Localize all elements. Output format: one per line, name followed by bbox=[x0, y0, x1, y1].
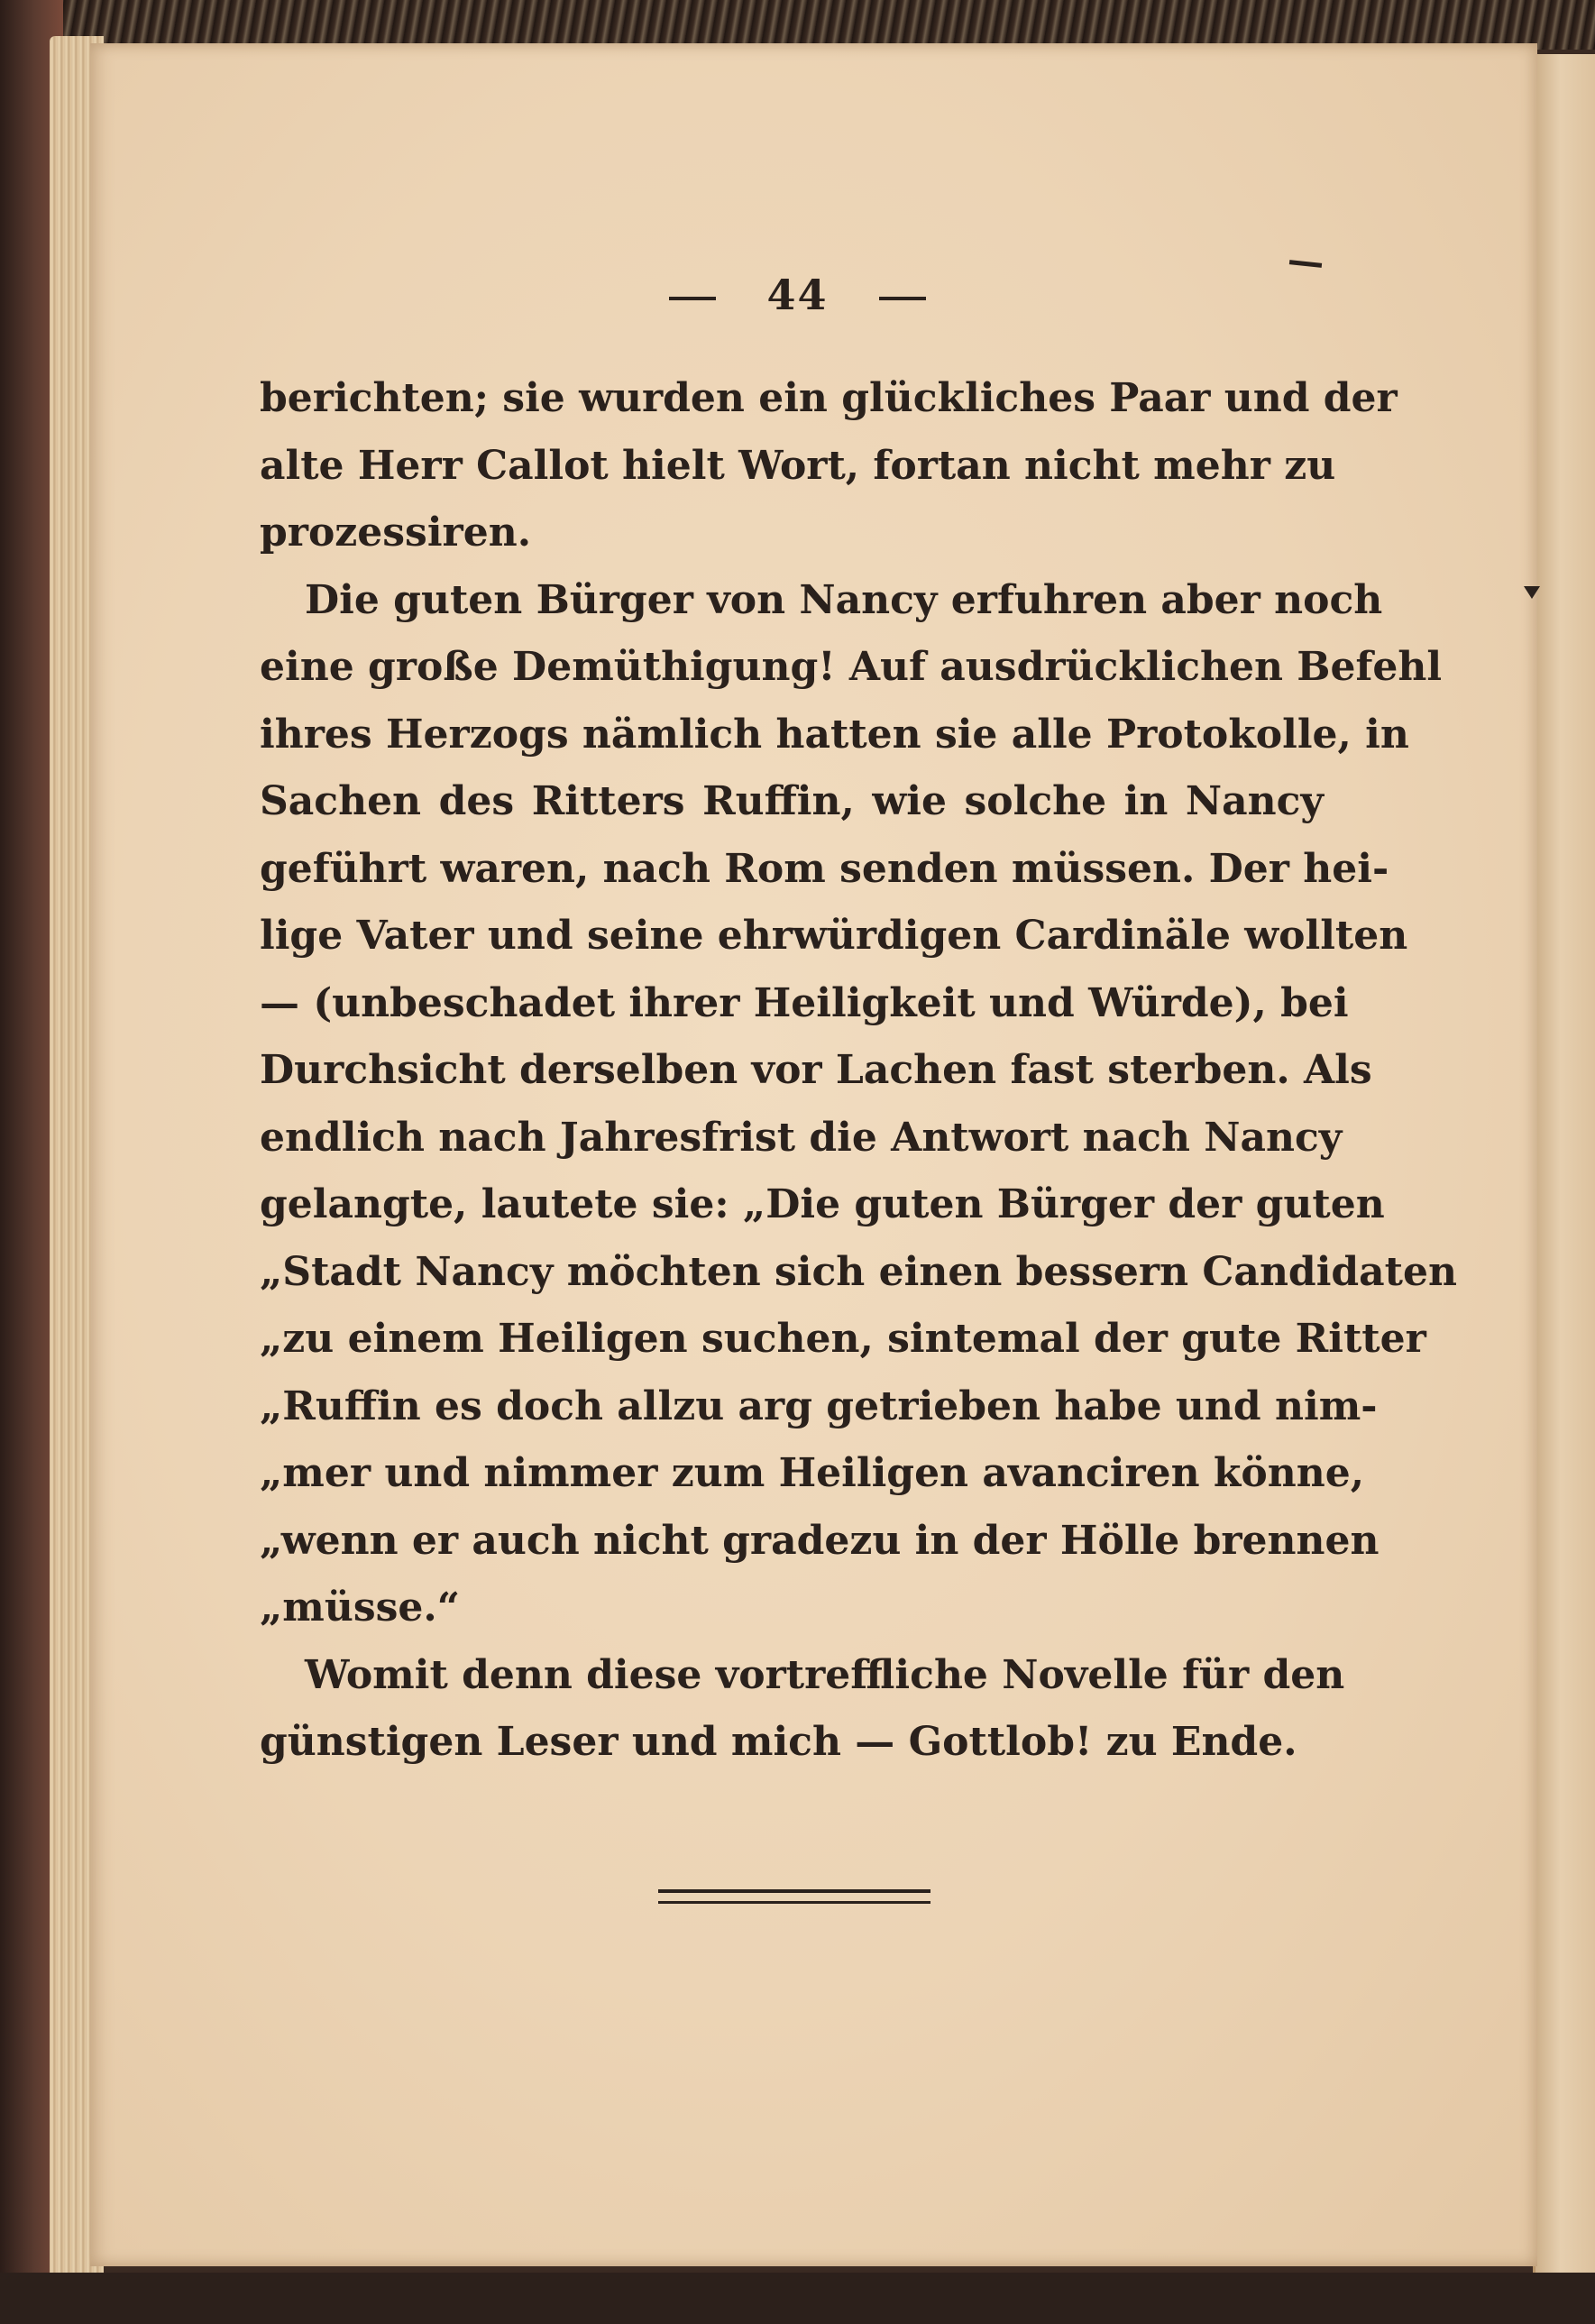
text-line: Sachen des Ritters Ruffin, wie solche in Nancy bbox=[260, 778, 1324, 824]
text-line: geführt waren, nach Rom senden müssen. Der hei- bbox=[260, 845, 1389, 892]
text-line: endlich nach Jahresfrist die Antwort nach Nancy bbox=[260, 1114, 1343, 1161]
text-line: „zu einem Heiligen suchen, sintemal der gute Ritter bbox=[260, 1316, 1426, 1362]
header-dash-left bbox=[669, 297, 716, 300]
text-line: „Ruffin es doch allzu arg getrieben habe und nim- bbox=[260, 1382, 1378, 1429]
text-line: Die guten Bürger von Nancy erfuhren aber noch bbox=[305, 576, 1383, 623]
page-number: 44 bbox=[766, 271, 829, 319]
text-line: alte Herr Callot hielt Wort, fortan nicht mehr zu bbox=[260, 442, 1336, 489]
facing-page-edge bbox=[1533, 54, 1595, 2273]
end-rule-bottom bbox=[658, 1901, 930, 1904]
book-cover-top-edge bbox=[0, 0, 1595, 50]
text-line: lige Vater und seine ehrwürdigen Cardinäle wollten bbox=[260, 913, 1408, 959]
text-line: — (unbeschadet ihrer Heiligkeit und Würde), bei bbox=[260, 979, 1349, 1026]
page-number-header bbox=[0, 271, 1595, 319]
text-line: „Stadt Nancy möchten sich einen bessern Candidaten bbox=[260, 1248, 1457, 1295]
text-line: „mer und nimmer zum Heiligen avanciren könne, bbox=[260, 1450, 1365, 1496]
text-line: berichten; sie wurden ein glückliches Paar und der bbox=[260, 375, 1398, 421]
text-line: ihres Herzogs nämlich hatten sie alle Protokolle, in bbox=[260, 711, 1409, 758]
header-dash-right bbox=[879, 297, 926, 300]
ink-mark-arrow bbox=[1524, 586, 1540, 599]
text-line: prozessiren. bbox=[260, 510, 532, 556]
text-line: „müsse.“ bbox=[260, 1585, 461, 1630]
text-line: gelangte, lautete sie: „Die guten Bürger der guten bbox=[260, 1181, 1385, 1227]
text-line: eine große Demüthigung! Auf ausdrücklichen Befehl bbox=[260, 644, 1443, 690]
text-line: „wenn er auch nicht gradezu in der Hölle brennen bbox=[260, 1517, 1380, 1564]
text-line: Durchsicht derselben vor Lachen fast sterben. Als bbox=[260, 1047, 1372, 1093]
end-rule-top bbox=[658, 1889, 930, 1893]
text-line: günstigen Leser und mich — Gottlob! zu Ende. bbox=[260, 1719, 1297, 1765]
text-line: Womit denn diese vortreffliche Novelle für den bbox=[305, 1651, 1345, 1698]
body-text bbox=[260, 365, 1457, 1777]
book-cover-bottom-edge bbox=[0, 2273, 1595, 2324]
